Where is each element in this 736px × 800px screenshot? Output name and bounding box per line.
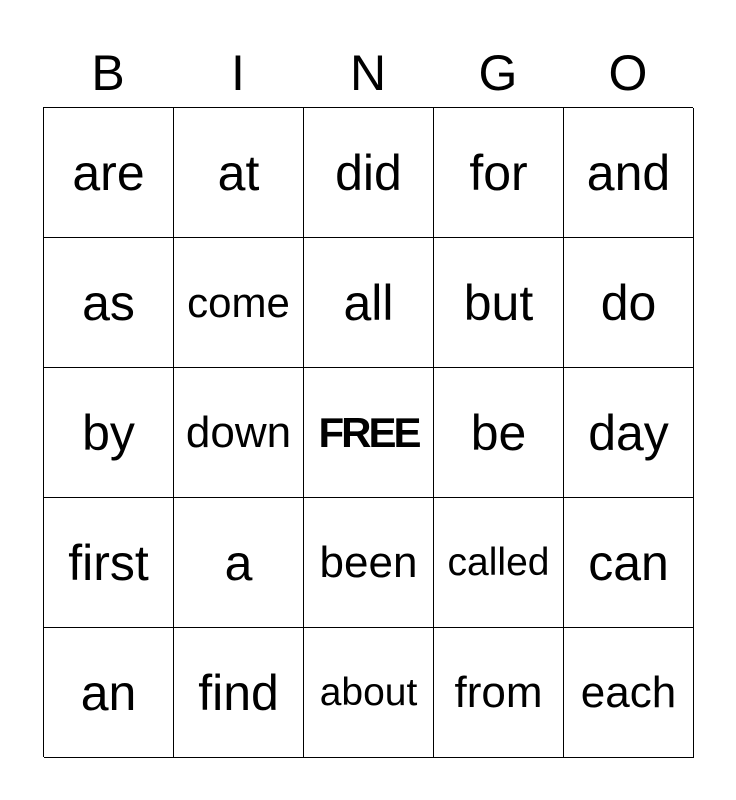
bingo-cell-r3-c1[interactable]: by [44,368,174,498]
bingo-cell-r2-c4[interactable]: but [434,238,564,368]
header-letter-g: G [478,45,518,101]
bingo-header [43,42,693,104]
bingo-cell-r2-c3[interactable]: all [304,238,434,368]
bingo-cell-r5-c2[interactable]: find [174,628,304,758]
header-letter-o: O [608,45,648,101]
header-letter-b: B [91,45,125,101]
bingo-cell-r1-c3[interactable]: did [304,108,434,238]
bingo-cell-r2-c5[interactable]: do [564,238,694,368]
bingo-board [43,107,693,757]
bingo-cell-r3-c2[interactable]: down [174,368,304,498]
bingo-cell-r5-c4[interactable]: from [434,628,564,758]
header-letter-i: I [231,45,245,101]
bingo-cell-r3-c5[interactable]: day [564,368,694,498]
bingo-cell-r2-c1[interactable]: as [44,238,174,368]
bingo-cell-r2-c2[interactable]: come [174,238,304,368]
bingo-cell-r4-c4[interactable]: called [434,498,564,628]
bingo-cell-r1-c2[interactable]: at [174,108,304,238]
bingo-cell-r4-c2[interactable]: a [174,498,304,628]
bingo-cell-r1-c5[interactable]: and [564,108,694,238]
bingo-cell-r5-c1[interactable]: an [44,628,174,758]
bingo-cell-r1-c4[interactable]: for [434,108,564,238]
bingo-cell-r5-c3[interactable]: about [304,628,434,758]
bingo-cell-r1-c1[interactable]: are [44,108,174,238]
bingo-cell-free-space[interactable]: FREE [304,368,434,498]
bingo-cell-r4-c1[interactable]: first [44,498,174,628]
bingo-cell-r3-c4[interactable]: be [434,368,564,498]
bingo-cell-r4-c3[interactable]: been [304,498,434,628]
bingo-cell-r5-c5[interactable]: each [564,628,694,758]
header-letter-n: N [349,45,387,101]
bingo-cell-r4-c5[interactable]: can [564,498,694,628]
